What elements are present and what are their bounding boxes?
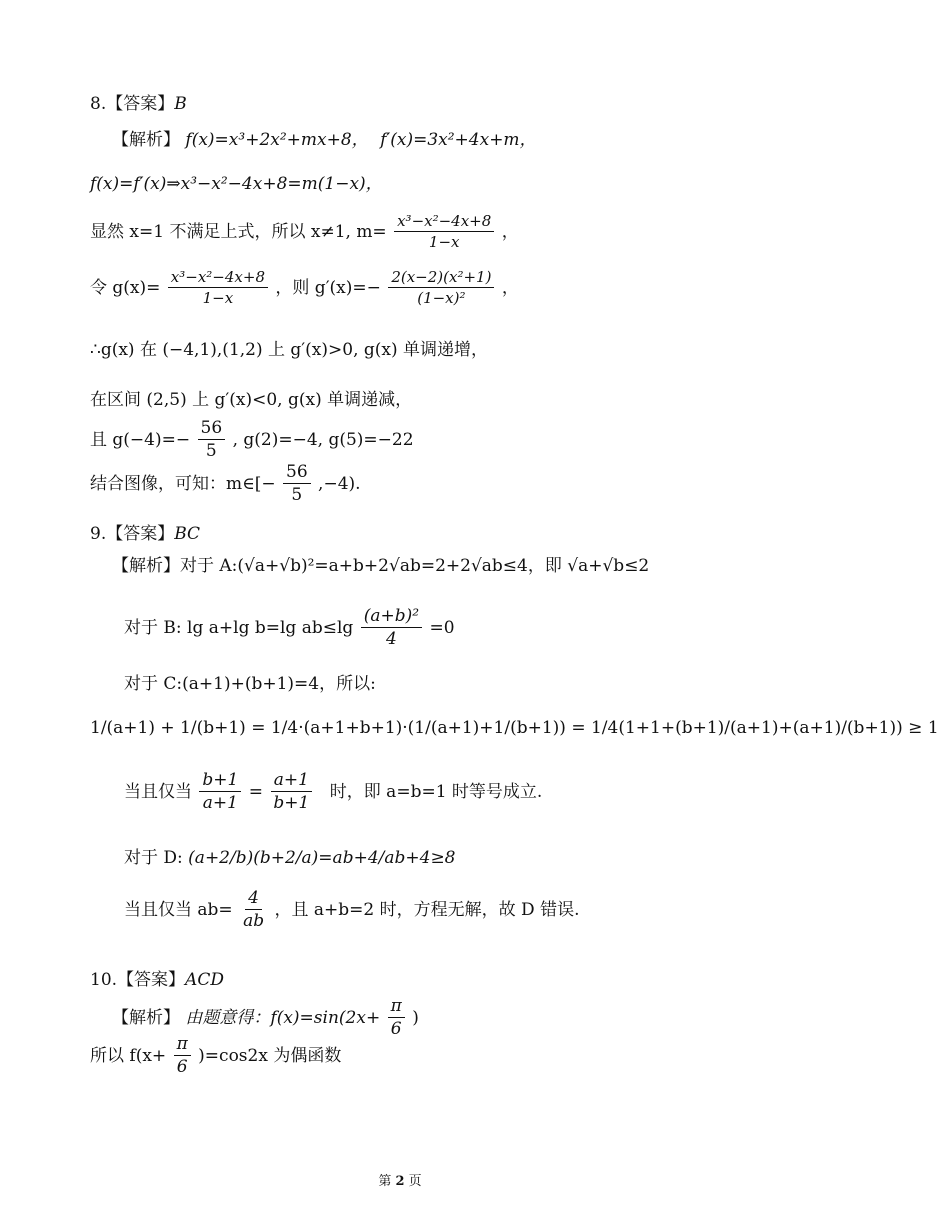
q8-line3-end: ， <box>501 221 519 242</box>
q10-line1-b: ) <box>412 1007 419 1028</box>
q8-equation-line: f(x)=f′(x)⇒x³−x²−4x+8=m(1−x)， <box>90 174 383 194</box>
q8-answer: B <box>174 94 187 114</box>
q9-option-d-conclusion-a: 当且仅当 ab= <box>124 899 233 920</box>
q10-line2-numerator: π <box>174 1034 191 1056</box>
q8-line4 <box>90 268 519 312</box>
q8-conclusion-fraction <box>283 462 311 505</box>
q9-option-d-expression: (a+2/b)(b+2/a)=ab+4/ab+4≥8 <box>188 848 456 868</box>
footer-prefix: 第 <box>378 1174 392 1189</box>
q8-line4-end: ， <box>501 277 519 298</box>
q9-analysis-label: 【解析】 <box>112 556 180 576</box>
footer-suffix: 页 <box>408 1174 422 1189</box>
q9-analysis-a <box>112 554 649 578</box>
q8-f-derivative: f′(x)=3x²+4x+m， <box>380 130 537 150</box>
q9-equality-fraction2 <box>270 770 312 813</box>
q8-g-denominator: 1−x <box>202 289 234 307</box>
q8-line4-prefix: 令 g(x)= <box>90 277 161 298</box>
q10-answer-label: 【答案】 <box>117 970 186 990</box>
q9-number: 9. <box>90 524 107 544</box>
q9-option-b-numerator: (a+b)² <box>361 606 422 628</box>
q10-line1-a: 由题意得：f(x)=sin(2x+ <box>185 1007 381 1028</box>
q8-values-denominator: 5 <box>205 441 217 461</box>
q9-header <box>90 522 200 546</box>
q9-option-d-numerator: 4 <box>245 888 262 910</box>
q10-line1-denominator: 6 <box>390 1019 402 1039</box>
q8-analysis-label: 【解析】 <box>112 130 180 150</box>
q8-values-line <box>90 418 414 464</box>
q8-values-numerator: 56 <box>198 418 226 440</box>
q8-f-definition: f(x)=x³+2x²+mx+8， <box>185 130 369 150</box>
q8-values-a: 且 g(−4)=− <box>90 429 191 450</box>
q10-header <box>90 968 224 992</box>
q8-g-fraction <box>168 268 268 307</box>
q9-equality-condition <box>124 770 542 818</box>
q8-gprime-denominator: (1−x)² <box>417 289 466 307</box>
q9-option-d-a: 对于 D: <box>124 848 183 868</box>
q8-gprime-fraction <box>388 268 494 307</box>
q8-conclusion-denominator: 5 <box>291 485 303 505</box>
q9-equality-a: 当且仅当 <box>124 781 192 802</box>
q10-line2-a: 所以 f(x+ <box>90 1045 167 1066</box>
q8-line3-text: 显然 x=1 不满足上式，所以 x≠1, m= <box>90 221 387 242</box>
q9-equality-denominator1: a+1 <box>202 793 238 813</box>
q8-gprime-numerator: 2(x−2)(x²+1) <box>388 268 494 288</box>
q8-analysis-line1 <box>112 128 537 152</box>
q8-conclusion-b: ,−4). <box>318 473 361 494</box>
q8-line4-mid: ，则 g′(x)=− <box>275 277 381 298</box>
q9-equality-sign: = <box>248 781 264 802</box>
q9-answer-label: 【答案】 <box>106 524 175 544</box>
q10-line2-denominator: 6 <box>176 1057 188 1077</box>
page-footer <box>0 1170 800 1189</box>
q9-option-b-a: 对于 B: lg a+lg b=lg ab≤lg <box>124 617 354 638</box>
q10-line1-numerator: π <box>388 996 405 1018</box>
q8-conclusion-a: 结合图像，可知：m∈[− <box>90 473 276 494</box>
q10-number: 10. <box>90 970 118 990</box>
q8-decreasing-line: 在区间 (2,5) 上 g′(x)<0, g(x) 单调递减， <box>90 390 413 410</box>
q9-option-d-fraction <box>240 888 267 931</box>
q9-option-d-denominator: ab <box>243 911 265 931</box>
q9-option-c-line: 对于 C:(a+1)+(b+1)=4，所以: <box>124 674 376 694</box>
q9-equality-denominator2: b+1 <box>273 793 310 813</box>
q9-option-d-conclusion-b: ，且 a+b=2 时，方程无解，故 D 错误. <box>274 899 580 920</box>
q10-analysis-label: 【解析】 <box>112 1007 180 1028</box>
q8-line3-denominator: 1−x <box>428 233 460 251</box>
q9-option-d-conclusion <box>124 888 580 936</box>
q10-answer: ACD <box>185 970 224 990</box>
q9-option-b-fraction <box>361 606 422 649</box>
q8-values-fraction <box>198 418 226 461</box>
q9-option-a: 对于 A:(√a+√b)²=a+b+2√ab=2+2√ab≤4，即 √a+√b≤2 <box>180 556 650 576</box>
q9-equality-b: 时，即 a=b=1 时等号成立. <box>329 781 543 802</box>
q9-equality-fraction1 <box>199 770 241 813</box>
q8-values-b: , g(2)=−4, g(5)=−22 <box>232 429 414 450</box>
q8-number: 8. <box>90 94 107 114</box>
page-number: 2 <box>395 1174 405 1189</box>
q10-analysis-line2 <box>90 1034 341 1080</box>
q10-line2-b: )=cos2x 为偶函数 <box>198 1045 342 1066</box>
q8-g-numerator: x³−x²−4x+8 <box>168 268 268 288</box>
q8-line3-numerator: x³−x²−4x+8 <box>394 212 494 232</box>
q9-option-b-b: =0 <box>429 617 455 638</box>
q9-answer: BC <box>174 524 201 544</box>
q8-conclusion-numerator: 56 <box>283 462 311 484</box>
q9-option-d-line <box>124 846 456 870</box>
q9-equality-numerator2: a+1 <box>271 770 312 792</box>
q8-line3-fraction <box>394 212 494 251</box>
q8-header <box>90 92 187 116</box>
q9-equality-numerator1: b+1 <box>199 770 241 792</box>
q8-increasing-line: ∴g(x) 在 (−4,1),(1,2) 上 g′(x)>0, g(x) 单调递增， <box>90 340 489 360</box>
q9-option-b-denominator: 4 <box>385 629 397 649</box>
q8-line3 <box>90 212 519 256</box>
q8-conclusion-line <box>90 462 361 508</box>
q9-option-b-line <box>124 606 455 656</box>
q10-line1-fraction <box>388 996 405 1039</box>
q9-option-c-expression: 1/(a+1) + 1/(b+1) = 1/4·(a+1+b+1)·(1/(a+1)+1/(b+1)) = 1/4(1+1+(b+1)/(a+1)+(a+1)/(b+1)) ≥ 1 <box>90 718 939 738</box>
q8-answer-label: 【答案】 <box>106 94 175 114</box>
q10-line2-fraction <box>174 1034 191 1077</box>
